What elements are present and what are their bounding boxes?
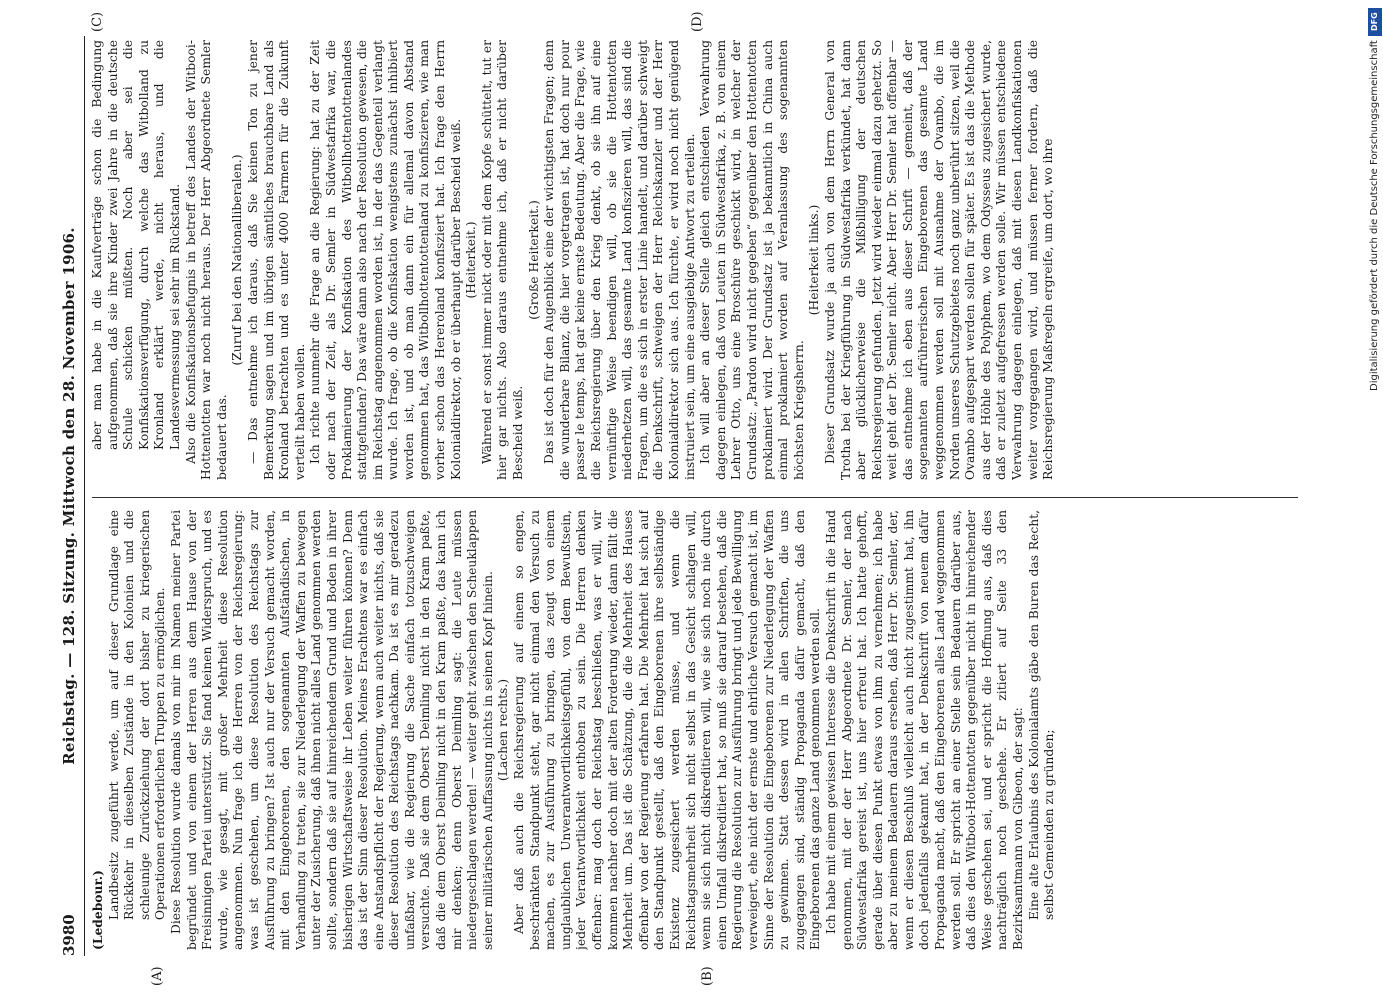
text-paragraph: Das ist doch für den Augenblick eine der wichtigsten Fragen; denn die wunderbare Bilanz, die hier vorgetragen ist, hat doch nur pour passer le temps, hat gar keine ernste Bedeutung. Aber die Frage, wie die Reichsregierung über den Krieg denkt, ob sie ihn auf eine vernünftige Weise beendigen will, ob sie die Hottentotten niederhetzen will, das gesamte Land konfiszieren will, das sind die Fragen, um die es sich in erster Linie handelt, und darüber schweigt die Denkschrift, schweigen der Herr Reichskanzler und der Herr Kolonialdirektor sich aus. Ich fürchte, er wird noch nicht genügend instruiert sein, um eine ausgiebige Antwort zu erteilen. <box>542 40 697 480</box>
margin-letter-b: (B) <box>700 966 715 986</box>
text-paragraph: Aber daß auch die Reichsregierung auf einem so engen, beschränkten Standpunkt steht, gar nicht einmal den Versuch zu machen, es zur Ausführung zu bringen, das zeugt von einem unglaublichen Unverantwortlichkeitsgefühl, von dem Bewußtsein, jeder Verantwortlichkeit enthoben zu sein. Die Herren denken offenbar: mag doch der Reichstag beschließen, was er will, wir kommen nachher doch mit der alten Forderung wieder, dann fällt die Mehrheit um. Das ist die Schätzung, die die Mehrheit des Hauses offenbar von der Regierung erfahren hat. Die Mehrheit hat sich auf den Standpunkt gestellt, daß den Eingeborenen ihre selbständige Existenz zugesichert werden müsse, und wenn die Reichstagsmehrheit sich nicht selbst in das Gesicht schlagen will, wenn sie sich nicht diskreditieren will, wie sie sich noch nie durch einen Umfall diskreditiert hat, so muß sie darauf bestehen, daß die Regierung die Resolution zur Ausführung bringt und jede Bewilligung verweigert, ehe nicht der ernste und ehrliche Versuch gemacht ist, im Sinne der Resolution die Eingeborenen zur Niederlegung der Waffen zu gewinnen. Statt dessen wird in allen Schriften, die uns zugegangen sind, ständig Propaganda dafür gemacht, daß den Eingeborenen das ganze Land genommen werden soll. <box>512 510 823 950</box>
interjection: (Lachen rechts.) <box>496 678 511 782</box>
text-paragraph: Also die Konfiskationsbefugnis in betreff des Landes der Witbooi-Hottentotten war noch nicht heraus. Der Herr Abgeordnete Semler bedauert das. <box>183 40 229 480</box>
text-paragraph: Ich will aber an dieser Stelle gleich entschieden Verwahrung dagegen einlegen, daß von Leuten in Südwestafrika, z. B. von einem Lehrer Otto, uns eine Broschüre geschickt wird, in welcher der Grundsatz: „Pardon wird nicht gegeben“ gegenüber den Hottentotten proklamiert wird. Der Grundsatz ist ja bekanntlich in China auch einmal proklamiert worden auf Veranlassung des sogenannten höchsten Kriegsherrn. <box>698 40 806 480</box>
running-title: Reichstag. — 128. Sitzung. Mittwoch den 28. November 1906. <box>60 227 78 765</box>
speaker-label: (Ledebour.) <box>90 870 105 950</box>
interjection: (Heiterkeit.) <box>464 221 479 299</box>
text-paragraph: Diese Resolution wurde damals von mir im Namen meiner Partei begründet und von einem der Herren aus dem Hause von der Freisinnigen Partei unterstützt. Sie fand keinen Widerspruch, und es wurde, wie gesagt, mit großer Mehrheit diese Resolution angenommen. Nun frage ich die Herren von der Reichsregierung: was ist geschehen, um diese Resolution des Reichstags zur Ausführung zu bringen? Ist auch nur der Versuch gemacht worden, mit den Eingeborenen, den sogenannten Aufständischen, in Verhandlung zu treten, sie zur Niederlegung der Waffen zu bewegen unter der Zusicherung, daß ihnen nicht alles Land genommen werden sollte, sondern daß sie auf hinreichendem Grund und Boden in ihrer bisherigen Wirtschaftsweise ihr Leben weiter führen können? Denn das ist der Sinn dieser Resolution. Meines Erachtens war es einfach eine Anstandspflicht der Regierung, wenn auch weiter nichts, daß sie dieser Resolution des Reichstags nachkam. Da ist es mir geradezu unfaßbar, wie die Regierung die Sache einfach totzuschweigen versuchte. Daß sie dem Oberst Deimling nicht in den Kram paßte, daß die dem Oberst Deimling nicht in den Kram paßte, das kann ich mir denken; denn Oberst Deimling sagt: die Leute müssen niedergeschlagen werden! — weiter geht zwischen den Scheuklappen seiner militärischen Auffassung nichts in seinen Kopf hinein. <box>168 510 495 950</box>
margin-letter-a: (A) <box>150 966 165 986</box>
text-paragraph: Eine alte Erlaubnis des Kolonialamts gäbe den Buren das Recht, selbst Gemeinden zu gründen; <box>1026 510 1057 920</box>
dfg-logo: DFG <box>1368 8 1382 36</box>
interjection: (Große Heiterkeit.) <box>526 200 541 320</box>
interjection: (Zuruf bei den Nationalliberalen.) <box>230 154 245 366</box>
interjection: (Heiterkeit links.) <box>807 204 822 316</box>
column-divider <box>92 497 1298 498</box>
text-paragraph: aber man habe in die Kaufverträge schon die Bedingung aufgenommen, daß sie ihre Kinder zwei Jahre in die deutsche Schule schicken müßten. Noch aber sei die Konfiskationsverfügung, durch welche das Witbolland zu Kronland erklärt werde, nicht heraus, und die Landesvermessung sei sehr im Rückstand. <box>90 40 182 450</box>
margin-letter-c: (C) <box>90 11 105 32</box>
text-paragraph: Landbesitz zugeführt werde, um auf dieser Grundlage eine Rückkehr in dieselben Zustände in den Kolonien und die schleunige Zurückziehung der dort bisher zu kriegerischen Operationen erforderlichen Truppen zu ermöglichen. <box>106 510 168 920</box>
header-rule <box>84 36 85 956</box>
text-paragraph: Während er sonst immer nickt oder mit dem Kopfe schüttelt, tut er hier gar nichts. Also daraus entnehme ich, daß er nicht darüber Bescheid weiß. <box>479 40 526 480</box>
page-header <box>58 36 84 956</box>
text-paragraph: — Das entnehme ich daraus, daß Sie keinen Ton zu jener Bemerkung sagen und im übrigen sämtliches brauchbare Land als Kronland betrachten und es unter 4000 Farmern für die Zukunft verteilt haben wollen. <box>245 40 307 480</box>
right-text-column <box>90 40 1300 480</box>
text-paragraph: Ich habe mit einem gewissen Interesse die Denkschrift in die Hand genommen, mit der der Herr Abgeordnete Dr. Semler, der nach Südwestafrika gereist ist, uns hier erfreut hat. Ich hatte gehofft, gerade über diesen Punkt etwas von ihm zu vernehmen; ich habe aber zu meinem Bedauern daraus ersehen, daß Herr Dr. Semler, der, wenn er diesen Beschluß vielleicht auch nicht zugestimmt hat, ihn doch jedenfalls gekannt hat, in der Denkschrift von neuem dafür Propaganda macht, daß den Eingeborenen alles Land weggenommen werden soll. Er spricht an einer Stelle sein Bedauern darüber aus, daß dies den Witbooi-Hottentotten gegenüber nicht in hinreichender Weise geschehen sei, und er spricht die Hoffnung aus, daß dies nachträglich noch geschehe. Er zitiert auf Seite 33 den Bezirksamtmann von Gibeon, der sagt: <box>823 510 1026 950</box>
margin-letter-d: (D) <box>690 11 705 32</box>
left-text-column <box>90 510 1300 950</box>
text-paragraph: Ich richte nunmehr die Frage an die Regierung: hat zu der Zeit oder nach der Zeit, als Dr. Semler in Südwestafrika war, die Proklamierung der Konfiskation des Witbollhottentottenlandes stattgefunden? Das wäre dann also nach der Resolution gewesen, die im Reichstag angenommen worden ist, in der das Gegenteil verlangt wurde. Ich frage, ob die Konfiskation wenigstens zunächst inhibiert worden ist, und ob man dann ein für allemal davon Abstand genommen hat, das Witbollhottentottenland zu konfiszieren, wie man vorher schon das Hereroland konfisziert hat. Ich frage den Herrn Kolonialdirektor, ob er überhaupt darüber Bescheid weiß. <box>308 40 463 480</box>
text-paragraph: Dieser Grundsatz wurde ja auch von dem Herrn General von Trotha bei der Kriegführung in Südwestafrika verkündet, hat dann aber glücklicherweise die Mißbilligung der deutschen Reichsregierung gefunden. Jetzt wird wieder einmal dazu gehetzt. So weit geht der Dr. Semler nicht. Aber Herr Dr. Semler hat offenbar — das entnehme ich eben aus dieser Schrift — gemeint, daß der sogenannten aufrührerischen Eingeborenen das gesamte Land weggenommen werden soll mit Ausnahme der Ovambo, die im Norden unseres Schutzgebietes noch ganz unberührt sitzen, weil die Ovambo aufgespart werden sollen für später. Es ist das die Methode aus der Höhle des Polyphem, wo dem Odysseus zugesichert wurde, daß er zuletzt aufgefressen werden solle. Wir müssen entschiedene Verwahrung dagegen einlegen, daß mit diesen Landkonfiskationen weiter vorgegangen wird, und müssen ferner fordern, daß die Reichsregierung Maßregeln ergreife, um dort, wo ihre <box>822 40 1056 480</box>
digitization-credit: Digitalisierung gefördert durch die Deutsche Forschungsgemeinschaft <box>1369 40 1380 391</box>
page-number: 3980 <box>60 914 78 956</box>
